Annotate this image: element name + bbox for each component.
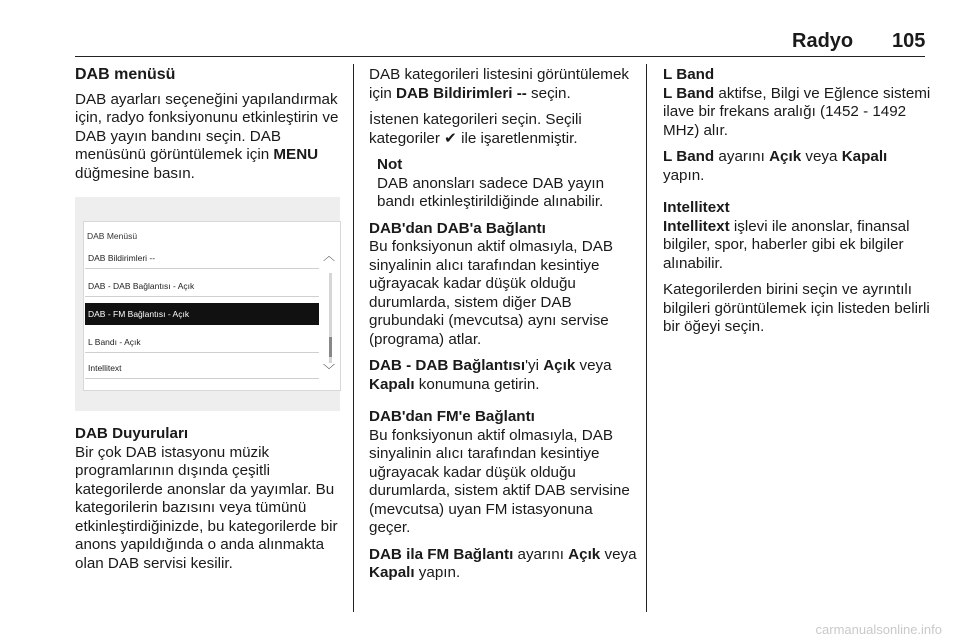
dab-fm-link-instruction: DAB ila FM Bağlantı ayarını Açık veya Kapalı yapın. [369,545,637,581]
chevron-down-icon: ﹀ [323,363,336,377]
intro-paragraph: DAB ayarları seçeneğini yapılandırmak için, radyo fonksiyonunu etkinleştirin ve DAB yayın bandını seçin. DAB menüsünü görüntülemek için MENU düğmesine basın. [75,90,339,182]
section-heading-intellitext: Intellitext [663,199,730,216]
menu-item-dab-fm-link-selected: DAB - FM Bağlantısı - Açık [85,303,319,325]
dab-dab-link-text: Bu fonksiyonun aktif olmasıyla, DAB sinyalinin alıcı tarafından kesintiye uğrayacak kadar düşük olduğu durumlarda, sistem diğer DAB grubundaki (mevcutsa) aynı servise (programa) atlar. [369,238,613,348]
header-divider [75,56,925,57]
l-band-instruction: L Band ayarını Açık veya Kapalı yapın. [663,148,888,184]
page-number: 105 [892,30,926,52]
section-heading-dab-announcements: DAB Duyuruları [75,425,189,442]
dab-fm-link-text: Bu fonksiyonun aktif olmasıyla, DAB sinyalinin alıcı tarafından kesintiye uğrayacak kadar düşük olduğu durumlarda, sistem aktif DAB servisine (mevcutsa) uyan FM istasyonuna geçer. [369,426,630,536]
menu-item-dab-dab-link: DAB - DAB Bağlantısı - Açık [85,275,319,297]
middle-column [369,66,637,591]
l-band-text: L Band aktifse, Bilgi ve Eğlence sistemi ilave bir frekans aralığı (1452 - 1492 MHz) alır. [663,84,931,139]
section-heading-l-band: L Band [663,66,715,83]
categories-list-paragraph: DAB kategorileri listesini görüntülemek için DAB Bildirimleri -- seçin. [369,66,629,102]
menu-item-intellitext: Intellitext [85,357,319,379]
section-heading-dab-menu: DAB menüsü [75,66,176,83]
screen-title: DAB Menüsü [87,231,138,241]
note-title: Not [377,156,403,173]
note-box [369,156,637,212]
right-column [663,66,931,345]
menu-item-dab-notifications: DAB Bildirimleri -- [85,247,319,269]
scrollbar-thumb [329,337,332,357]
section-heading-dab-dab-link: DAB'dan DAB'a Bağlantı [369,219,546,237]
note-text: DAB anonsları sadece DAB yayın bandı etkinleştirildiğinde alınabilir. [377,174,605,210]
column-divider-2 [646,64,647,612]
chevron-up-icon: ︿ [323,249,336,263]
select-categories-paragraph: İstenen kategorileri seçin. Seçili kategoriler ✔ ile işaretlenmiştir. [369,111,582,147]
page-title: Radyo [792,30,854,52]
dab-menu-screen-image [75,197,340,411]
intellitext-text: Intellitext işlevi ile anonslar, finansal bilgiler, spor, haberler gibi ek bilgiler alınabilir. [663,217,910,272]
dab-dab-link-instruction: DAB - DAB Bağlantısı'yi Açık veya Kapalı konumuna getirin. [369,357,612,393]
checkmark-icon: ✔ [444,129,457,147]
watermark: carmanualsonline.info [815,622,942,637]
column-divider-1 [353,64,354,612]
section-heading-dab-fm-link: DAB'dan FM'e Bağlantı [369,408,535,425]
left-column [75,66,343,581]
intellitext-instruction: Kategorilerden birini seçin ve ayrıntılı bilgileri görüntülemek için listeden belirli bir öğeyi seçin. [663,281,930,335]
dab-announcements-text: Bir çok DAB istasyonu müzik programlarının dışında çeşitli kategorilerde anonslar da yayımlar. Bu kategorilerin bazısını veya tümünü etkinleştirdiğinizde, bu kategorilerde bir anons yapıldığında o anda alınmakta olan DAB servisi kesilir. [75,443,338,572]
menu-item-l-band: L Bandı - Açık [85,331,319,353]
